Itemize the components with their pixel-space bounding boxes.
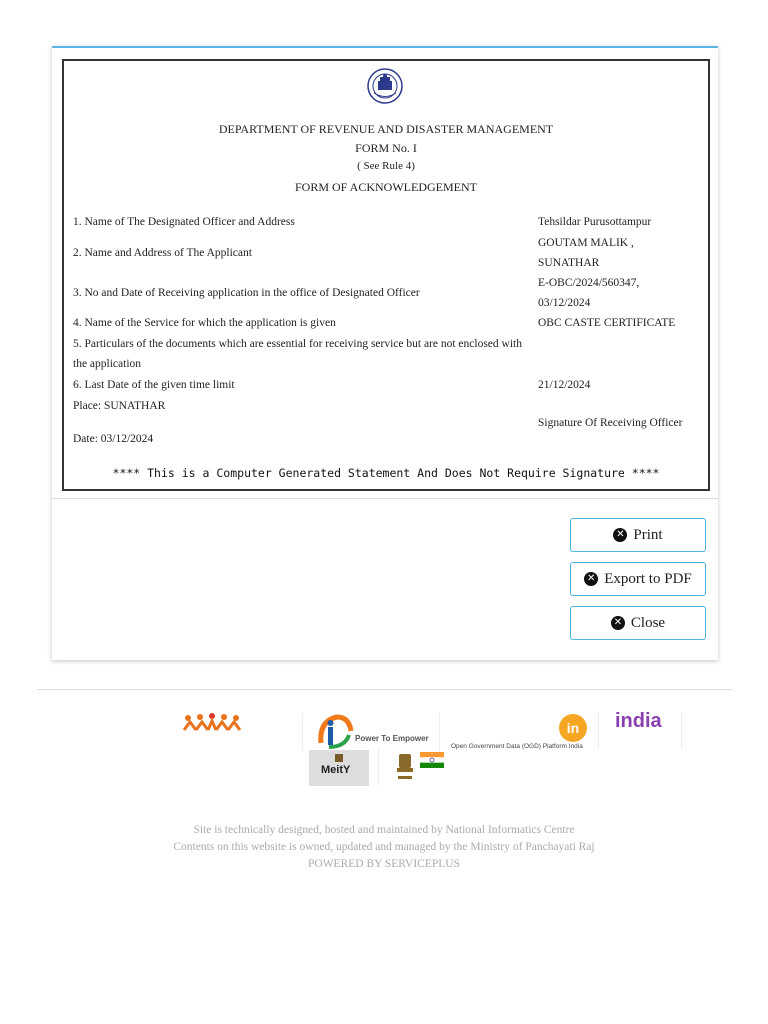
odisha-emblem-icon: [366, 67, 404, 105]
row-2-value: GOUTAM MALIK , SUNATHAR: [538, 237, 634, 269]
serviceplus-logo-icon[interactable]: [182, 712, 242, 734]
footer-nic: Site is technically designed, hosted and maintained by National Informatics Centre: [193, 824, 575, 836]
emblem-small-icon: [329, 753, 349, 763]
footer-divider: [37, 689, 732, 690]
row-5-label: 5. Particulars of the documents which are essential for receiving service but are not enclosed with the application: [73, 338, 522, 370]
print-button[interactable]: [570, 518, 706, 552]
digital-india-tagline: Power To Empower: [355, 734, 429, 743]
form-number: FORM No. I: [355, 141, 417, 155]
row-6-value: 21/12/2024: [538, 379, 591, 391]
india-gov-logo[interactable]: [598, 712, 682, 750]
footer-ministry: Contents on this website is owned, updated and managed by the Ministry of Panchayati Raj: [173, 841, 595, 853]
ogd-label: Open Government Data (OGD) Platform India: [451, 743, 583, 750]
computer-generated-note: **** This is a Computer Generated Statement And Does Not Require Signature ****: [112, 466, 660, 480]
acknowledgement-panel: [52, 46, 718, 660]
export-pdf-label: Export to PDF: [604, 570, 692, 587]
rule-reference: ( See Rule 4): [357, 160, 415, 172]
close-label: Close: [630, 614, 666, 631]
meity-logo[interactable]: [309, 750, 369, 786]
form-title: FORM OF ACKNOWLEDGEMENT: [294, 180, 477, 194]
close-circle-icon: ✕: [611, 616, 625, 630]
signature-label: Signature Of Receiving Officer: [538, 417, 683, 429]
meity-label: MeitY: [321, 764, 351, 776]
row-6-label: 6. Last Date of the given time limit: [73, 379, 235, 391]
row-2-label: 2. Name and Address of The Applicant: [73, 247, 252, 259]
close-button[interactable]: [570, 606, 706, 640]
close-circle-icon: ✕: [613, 528, 627, 542]
department-title: DEPARTMENT OF REVENUE AND DISASTER MANAGEMENT: [218, 122, 554, 136]
ashoka-emblem-icon: [393, 750, 417, 784]
close-circle-icon: ✕: [584, 572, 598, 586]
india-gov-label: india: [615, 710, 662, 732]
place: Place: SUNATHAR: [73, 400, 166, 412]
divider: [52, 498, 718, 499]
ogd-icon: [558, 713, 588, 743]
digital-india-logo[interactable]: [302, 713, 440, 751]
national-emblem-logo[interactable]: [378, 748, 449, 786]
row-4-label: 4. Name of the Service for which the application is given: [73, 317, 336, 329]
row-3-label: 3. No and Date of Receiving application in the office of Designated Officer: [73, 287, 420, 299]
digital-india-icon: [315, 713, 355, 751]
footer-powered-by: POWERED BY SERVICEPLUS: [308, 858, 460, 870]
print-label: Print: [633, 526, 663, 543]
certificate-box: [62, 59, 710, 491]
svg-text:in: in: [566, 720, 580, 736]
row-3-value: E-OBC/2024/560347, 03/12/2024: [538, 277, 640, 309]
row-1-value: Tehsildar Purusottampur: [538, 216, 652, 228]
row-1-label: 1. Name of The Designated Officer and Address: [73, 216, 295, 228]
export-pdf-button[interactable]: [570, 562, 706, 596]
ogd-logo[interactable]: [446, 713, 592, 751]
row-4-value: OBC CASTE CERTIFICATE: [538, 317, 676, 329]
india-flag-icon: [420, 752, 444, 768]
date: Date: 03/12/2024: [73, 433, 154, 445]
